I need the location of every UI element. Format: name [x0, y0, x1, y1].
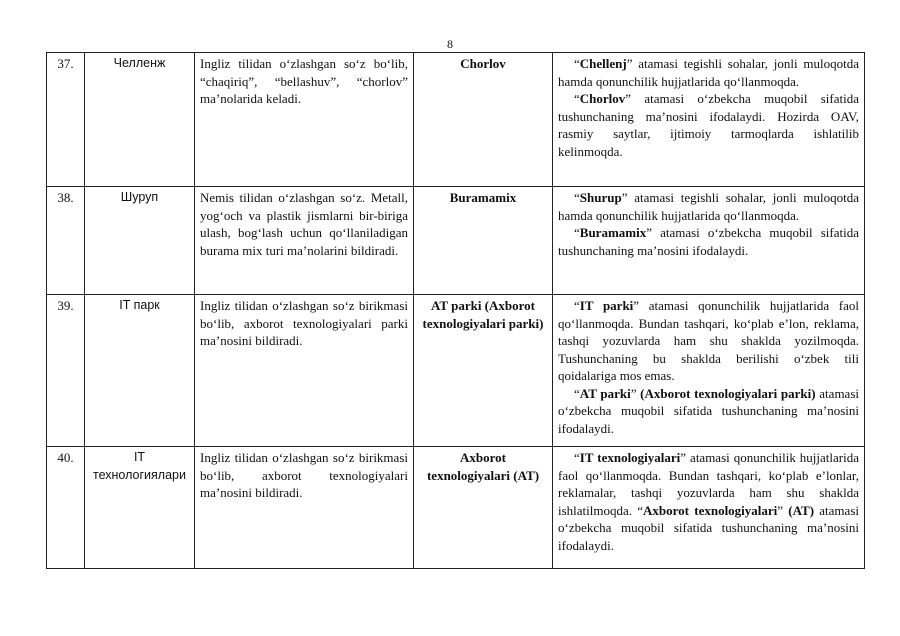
uzbek-equivalent: Axborot texnologiyalari (AT)	[414, 447, 553, 569]
usage-paragraph: “IT parki” atamasi qonunchilik hujjatlarida faol qo‘llanmoqda. Bundan tashqari, ko‘plab e’lon, reklama, tashqi yozuvlarda ham shu shaklda yozilmoqda. Tushunchaning bu shaklda berilishi o‘zbek tili qoidalariga mos emas.	[558, 298, 859, 383]
usage-note	[553, 295, 865, 447]
usage-paragraph: “IT texnologiyalari” atamasi qonunchilik hujjatlarida faol qo‘llanmoqda. Bundan tashqari, ko‘plab e’lonlar, reklamalar, tashqi yozuvlarda ham shu shaklda ishlatilmoqda. “Axborot texnologiyalari” (AT) atamasi o‘zbekcha muqobil sifatida tushunchaning ma’nosini ifodalaydi.	[558, 450, 859, 553]
usage-paragraph: “AT parki” (Axborot texnologiyalari parki) atamasi o‘zbekcha muqobil sifatida tushunchaning ma’nosini ifodalaydi.	[558, 385, 859, 436]
usage-paragraph: “Chorlov” atamasi o‘zbekcha muqobil sifatida tushunchaning ma’nosini ifodalaydi. Hozirda OAV, rasmiy saytlar, ijtimoiy tarmoqlarda ishlatilib kelinmoqda.	[558, 91, 859, 159]
term-definition: Ingliz tilidan o‘zlashgan so‘z birikmasi bo‘lib, axborot texnologiyalari parki ma’nosini bildiradi.	[195, 295, 414, 447]
usage-paragraph: “Shurup” atamasi tegishli sohalar, jonli muloqotda hamda qonunchilik hujjatlarida qo‘llanmoqda.	[558, 190, 859, 223]
terms-table	[46, 52, 865, 569]
table-row	[47, 447, 865, 569]
foreign-term: IT технологиялари	[85, 447, 195, 569]
row-number: 38.	[47, 187, 85, 295]
usage-paragraph: “Chellenj” atamasi tegishli sohalar, jonli muloqotda hamda qonunchilik hujjatlarida qo‘llanmoqda.	[558, 56, 859, 89]
table-row	[47, 187, 865, 295]
row-number: 40.	[47, 447, 85, 569]
term-definition: Ingliz tilidan o‘zlashgan so‘z bo‘lib, “chaqiriq”, “bellashuv”, “chorlov” ma’nolarida keladi.	[195, 53, 414, 187]
uzbek-equivalent: AT parki (Axborot texnologiyalari parki)	[414, 295, 553, 447]
usage-note	[553, 53, 865, 187]
foreign-term: IT парк	[85, 295, 195, 447]
foreign-term: Челленж	[85, 53, 195, 187]
row-number: 37.	[47, 53, 85, 187]
usage-paragraph: “Buramamix” atamasi o‘zbekcha muqobil sifatida tushunchaning ma’nosini ifodalaydi.	[558, 225, 859, 258]
usage-note	[553, 187, 865, 295]
term-definition: Ingliz tilidan o‘zlashgan so‘z birikmasi bo‘lib, axborot texnologiyalari ma’nosini bildiradi.	[195, 447, 414, 569]
foreign-term: Шуруп	[85, 187, 195, 295]
table-row	[47, 295, 865, 447]
page-number: 8	[447, 37, 453, 51]
uzbek-equivalent: Buramamix	[414, 187, 553, 295]
uzbek-equivalent: Chorlov	[414, 53, 553, 187]
row-number: 39.	[47, 295, 85, 447]
usage-note	[553, 447, 865, 569]
term-definition: Nemis tilidan o‘zlashgan so‘z. Metall, yog‘och va plastik jismlarni bir-biriga ulash, bog‘lash uchun qo‘llaniladigan burama mix turi ma’nolarini bildiradi.	[195, 187, 414, 295]
table-row	[47, 53, 865, 187]
